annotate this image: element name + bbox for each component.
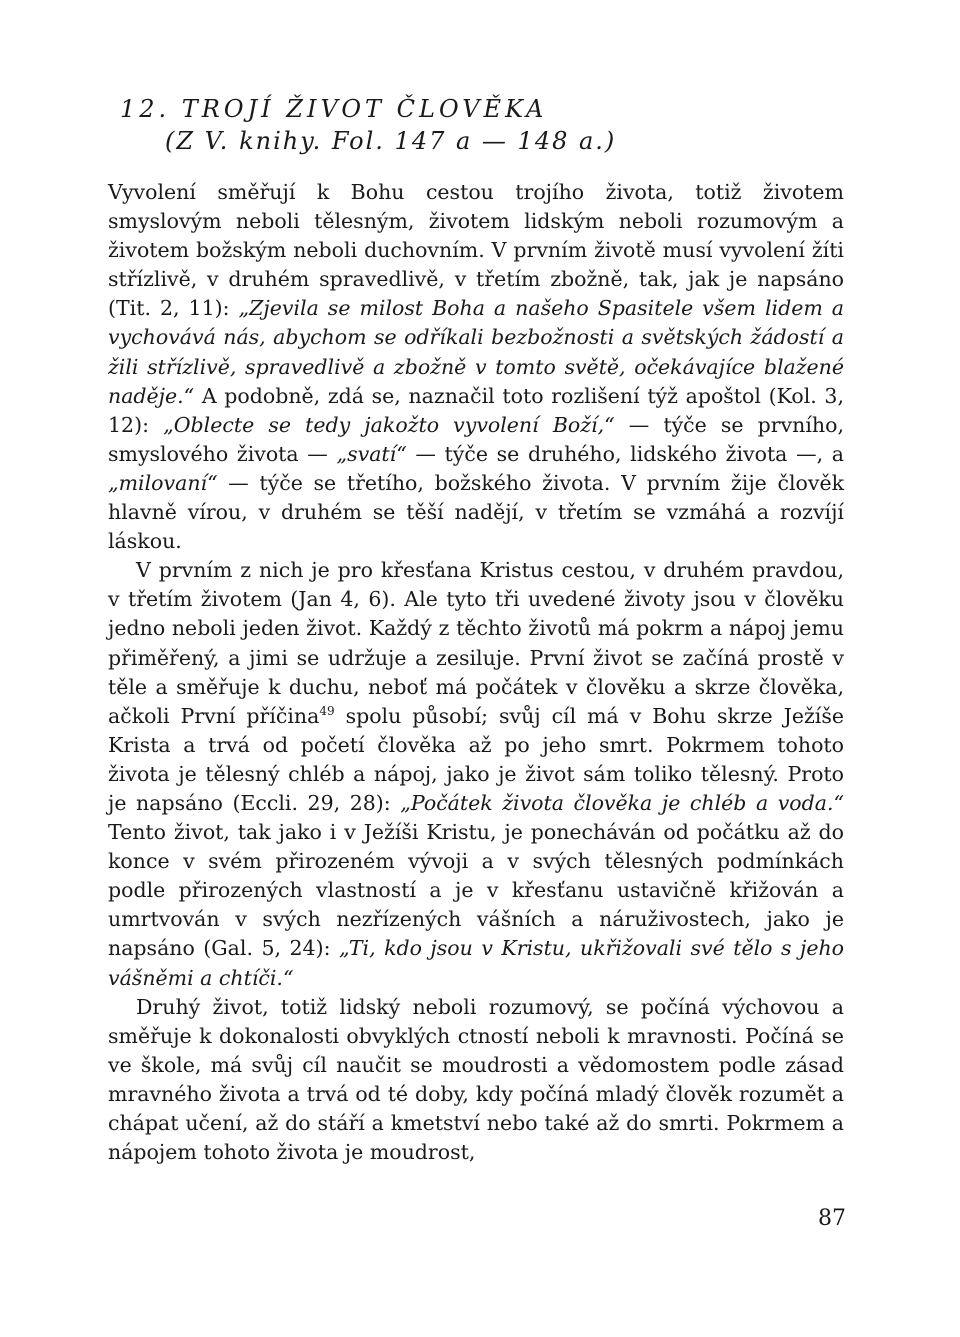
scripture-quote: „Oblecte se tedy jakožto vyvolení Boží,“ [163,412,615,437]
chapter-title: 12. TROJÍ ŽIVOT ČLOVĚKA [120,95,548,123]
text-segment: Tento život, tak jako i v Ježíši Kristu, je ponecháván od počátku až do konce v svém přirozeném vývoji a v svých tělesných podmínkách podle přirozených vlastností a je v křesťanu ustavičně křižován a umrtvován v svých nezřízených vášních a náruživostech, jako je napsáno (Gal. 5, 24): [108,820,844,961]
text-segment: A podobně, zdá se, naznačil toto rozlišení týž apoštol (Kol. 3, 12): [108,383,844,437]
body-text [108,178,844,1167]
paragraph [108,993,844,1168]
scripture-quote: „Zjevila se milost Boha a našeho Spasitele všem lidem a vychovává nás, abychom se odříkali bezbožnosti a světských žádostí a žili střízlivě, spravedlivě a zbožně v tomto světě, očekávajíce blažené naděje.“ [108,296,844,408]
text-segment: — týče se druhého, lidského života —, a [406,441,844,466]
scripture-quote: „svatí“ [336,441,407,466]
text-segment: Druhý život, totiž lidský neboli rozumový, se počíná výchovou a směřuje k dokonalosti obvyklých ctností neboli k mravnosti. Počíná se ve škole, má svůj cíl naučit se moudrosti a vědomostem podle zásad mravného života a trvá od té doby, kdy počíná mladý člověk rozumět a chápat učení, až do stáří a kmetství nebo také až do smrti. Pokrmem a nápojem tohoto života je moudrost, [108,994,844,1165]
scripture-quote: „milovaní“ [108,470,218,495]
text-segment: V prvním z nich je pro křesťana Kristus cestou, v druhém pravdou, v třetím životem (Jan 4, 6). Ale tyto tři uvedené životy jsou v člověku jedno neboli jeden život. Každý z těchto životů má pokrm a nápoj jemu přiměřený, a jimi se udržuje a zesiluje. První život se začíná prostě v těle a směřuje k duchu, neboť má počátek v člověku a skrze člověka, ačkoli První příčina [108,558,844,728]
paragraph [108,556,844,992]
text-segment: — týče se prvního, smyslového života — [108,412,844,466]
text-segment: — týče se třetího, božského života. V prvním žije člověk hlavně vírou, v druhém se těší nadějí, v třetím se vzmáhá a rozvíjí láskou. [108,470,844,554]
footnote-marker: 49 [319,703,335,718]
text-segment: Vyvolení směřují k Bohu cestou trojího života, totiž životem smyslovým neboli tělesným, životem lidským neboli rozumovým a životem božským neboli duchovním. V prvním životě musí vyvolení žíti střízlivě, v druhém spravedlivě, v třetím zbožně, tak, jak je napsáno (Tit. 2, 11): [108,180,844,321]
text-segment: spolu působí; svůj cíl má v Bohu skrze Ježíše Krista a trvá od početí člověka až po jeho smrt. Pokrmem tohoto života je tělesný chléb a nápoj, jako je život sám toliko tělesný. Proto je napsáno (Eccli. 29, 28): [108,703,844,815]
paragraph [108,178,844,556]
scripture-quote: „Ti, kdo jsou v Kristu, ukřižovali své tělo s jeho vášněmi a chtíči.“ [108,936,844,990]
scripture-quote: „Počátek života člověka je chléb a voda.“ [400,790,844,815]
page-number: 87 [818,1206,846,1231]
chapter-heading [120,93,616,157]
chapter-source-reference: (Z V. knihy. Fol. 147 a — 148 a.) [165,127,617,155]
